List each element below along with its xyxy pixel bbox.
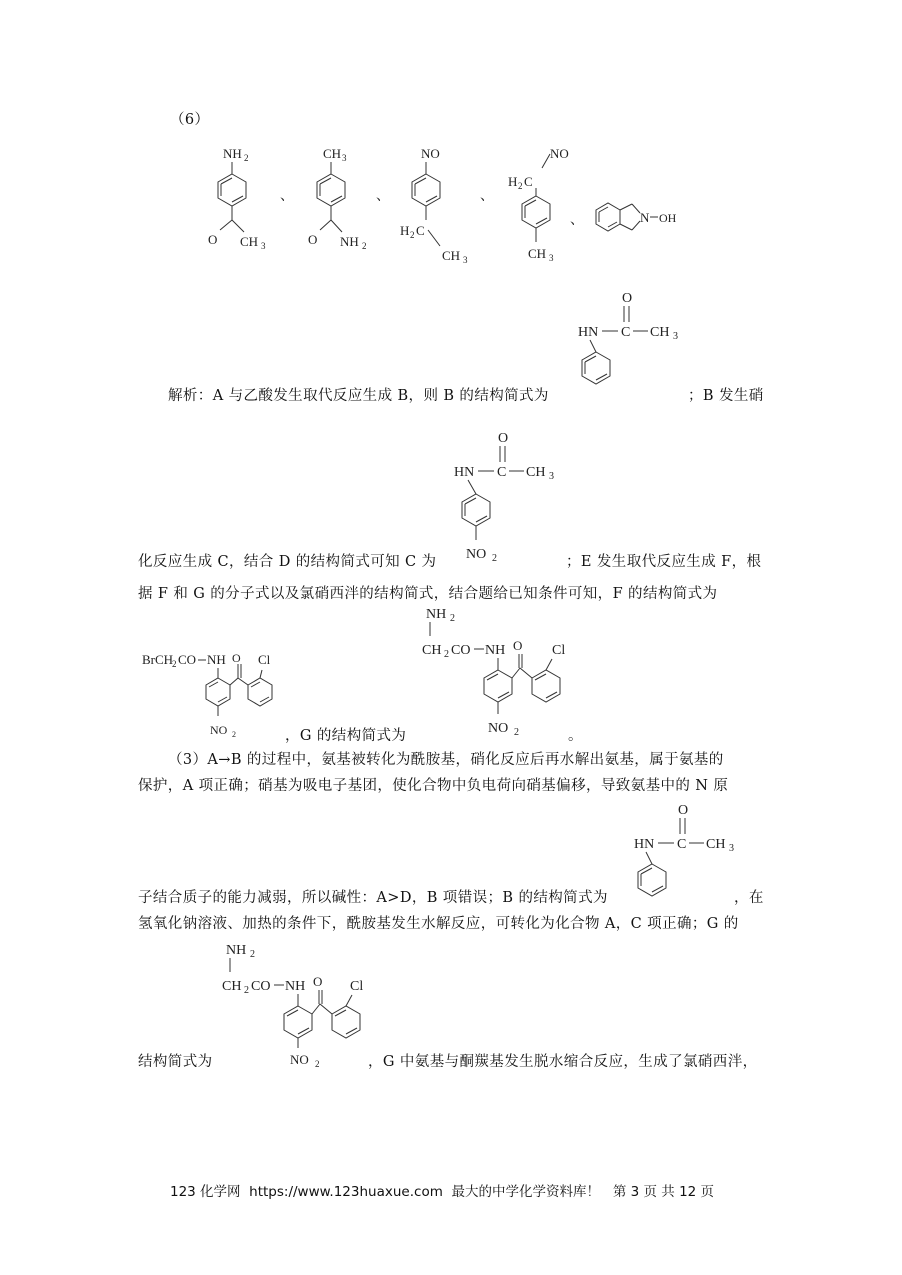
- structure-acetanilide-2: [628, 796, 748, 908]
- svg-text:CH: CH: [240, 234, 259, 249]
- svg-text:CH: CH: [526, 465, 546, 480]
- svg-text:CH: CH: [528, 246, 547, 261]
- svg-text:H: H: [508, 174, 518, 189]
- paragraph-1-end: ；B 发生硝: [688, 388, 764, 404]
- svg-text:C: C: [497, 465, 507, 480]
- svg-text:3: 3: [549, 471, 554, 482]
- svg-text:CH: CH: [422, 643, 442, 658]
- paragraph-9-end: ，G 中氨基与酮羰基发生脱水缩合反应，生成了氯硝西泮，: [368, 1054, 758, 1070]
- svg-text:C: C: [524, 174, 533, 189]
- svg-text:NH: NH: [426, 607, 447, 622]
- paragraph-4-end: 。: [568, 728, 583, 744]
- svg-text:O: O: [313, 974, 323, 989]
- svg-text:2: 2: [232, 730, 236, 739]
- svg-text:CH: CH: [222, 979, 242, 994]
- svg-text:2: 2: [514, 727, 519, 738]
- svg-text:3: 3: [729, 843, 734, 854]
- svg-text:BrCH: BrCH: [142, 652, 174, 667]
- paragraph-7: 子结合质子的能力减弱，所以碱性：A>D，B 项错误；B 的结构简式为: [138, 890, 608, 906]
- svg-text:2: 2: [172, 659, 177, 669]
- svg-text:NO: NO: [421, 146, 440, 161]
- footer-site: 123 化学网: [170, 1184, 241, 1200]
- svg-text:3: 3: [463, 255, 468, 265]
- paragraph-5: （3）A→B 的过程中，氨基被转化为酰胺基，硝化反应后再水解出氨基，属于氨基的: [168, 752, 724, 768]
- svg-text:NO: NO: [290, 1052, 309, 1067]
- svg-text:Cl: Cl: [552, 643, 566, 658]
- structure-hydroxyisoindoline: [596, 203, 677, 231]
- page-footer: [170, 1180, 714, 1200]
- paragraph-7-end: ，在: [734, 890, 764, 906]
- svg-text:C: C: [416, 223, 425, 238]
- svg-text:NH: NH: [340, 234, 359, 249]
- svg-text:Cl: Cl: [350, 979, 364, 994]
- svg-text:NO: NO: [210, 723, 228, 737]
- svg-text:NH: NH: [485, 643, 506, 658]
- svg-text:CH: CH: [706, 837, 726, 852]
- footer-page-number: 第 3 页 共 12 页: [612, 1184, 715, 1200]
- svg-text:2: 2: [518, 181, 523, 191]
- svg-text:2: 2: [444, 649, 449, 660]
- structures-row: [190, 140, 710, 270]
- svg-text:CO: CO: [251, 979, 271, 994]
- footer-slogan: 最大的中学化学资料库！: [451, 1184, 600, 1200]
- svg-text:N: N: [640, 210, 650, 225]
- sep-1: 、: [280, 189, 294, 204]
- svg-text:O: O: [622, 291, 633, 306]
- svg-text:CH: CH: [323, 146, 342, 161]
- section-label: （6）: [170, 112, 210, 128]
- structure-G-2: [220, 938, 390, 1074]
- svg-text:2: 2: [450, 613, 455, 624]
- paragraph-2: 化反应生成 C，结合 D 的结构简式可知 C 为: [138, 554, 437, 570]
- footer-url[interactable]: https://www.123huaxue.com: [249, 1184, 443, 1200]
- svg-text:CH: CH: [650, 325, 670, 340]
- structure-nitroacetanilide: [450, 424, 580, 574]
- svg-text:CH: CH: [442, 248, 461, 263]
- svg-text:2: 2: [410, 230, 415, 240]
- svg-text:HN: HN: [634, 837, 655, 852]
- svg-text:3: 3: [261, 241, 266, 251]
- paragraph-8: 氢氧化钠溶液、加热的条件下，酰胺基发生水解反应，可转化为化合物 A，C 项正确；G 的: [138, 916, 739, 932]
- svg-text:C: C: [621, 325, 631, 340]
- svg-text:3: 3: [342, 153, 347, 163]
- structure-methylbenzamide: [308, 146, 367, 251]
- svg-text:NH: NH: [285, 979, 306, 994]
- svg-text:3: 3: [673, 331, 678, 342]
- structure-F: [138, 642, 298, 742]
- paragraph-6: 保护，A 项正确；硝基为吸电子基团，使化合物中负电荷向硝基偏移，导致氨基中的 N 原: [138, 778, 729, 794]
- svg-text:H: H: [400, 223, 410, 238]
- svg-text:Cl: Cl: [258, 652, 271, 667]
- paragraph-4-mid: ，G 的结构简式为: [285, 728, 407, 744]
- svg-text:NH: NH: [223, 146, 242, 161]
- svg-text:3: 3: [549, 253, 554, 263]
- svg-text:O: O: [208, 232, 218, 247]
- svg-text:HN: HN: [454, 465, 475, 480]
- svg-text:2: 2: [250, 949, 255, 960]
- svg-text:NO: NO: [466, 547, 487, 562]
- sep-2: 、: [376, 189, 390, 204]
- svg-text:2: 2: [362, 241, 367, 251]
- svg-text:NO: NO: [550, 146, 569, 161]
- svg-text:O: O: [308, 232, 318, 247]
- svg-text:2: 2: [244, 153, 249, 163]
- svg-text:O: O: [498, 431, 509, 446]
- structure-acetanilide-1: [572, 284, 692, 399]
- svg-text:NH: NH: [207, 652, 226, 667]
- svg-text:C: C: [677, 837, 687, 852]
- svg-text:O: O: [232, 651, 241, 665]
- svg-text:O: O: [678, 803, 689, 818]
- svg-text:O: O: [513, 638, 523, 653]
- structure-nitrosoethylbenzene: [400, 146, 468, 265]
- svg-text:2: 2: [492, 553, 497, 564]
- paragraph-9: 结构简式为: [138, 1054, 213, 1070]
- structure-nitrosomethyltoluene: [508, 146, 569, 263]
- svg-text:HN: HN: [578, 325, 599, 340]
- structure-aminoacetophenone: [208, 146, 266, 251]
- paragraph-3: 据 F 和 G 的分子式以及氯硝西泮的结构简式，结合题给已知条件可知，F 的结构简式为: [138, 586, 718, 602]
- structure-G-1: [420, 602, 590, 742]
- paragraph-2-end: ；E 发生取代反应生成 F，根: [566, 554, 762, 570]
- svg-text:OH: OH: [659, 211, 677, 225]
- svg-text:2: 2: [244, 985, 249, 996]
- svg-text:2: 2: [315, 1059, 320, 1069]
- svg-text:NO: NO: [488, 721, 509, 736]
- svg-text:NH: NH: [226, 943, 247, 958]
- sep-3: 、: [480, 189, 494, 204]
- paragraph-1: 解析：A 与乙酸发生取代反应生成 B，则 B 的结构简式为: [168, 388, 549, 404]
- sep-4: 、: [570, 213, 584, 228]
- svg-text:CO: CO: [178, 652, 197, 667]
- svg-text:CO: CO: [451, 643, 471, 658]
